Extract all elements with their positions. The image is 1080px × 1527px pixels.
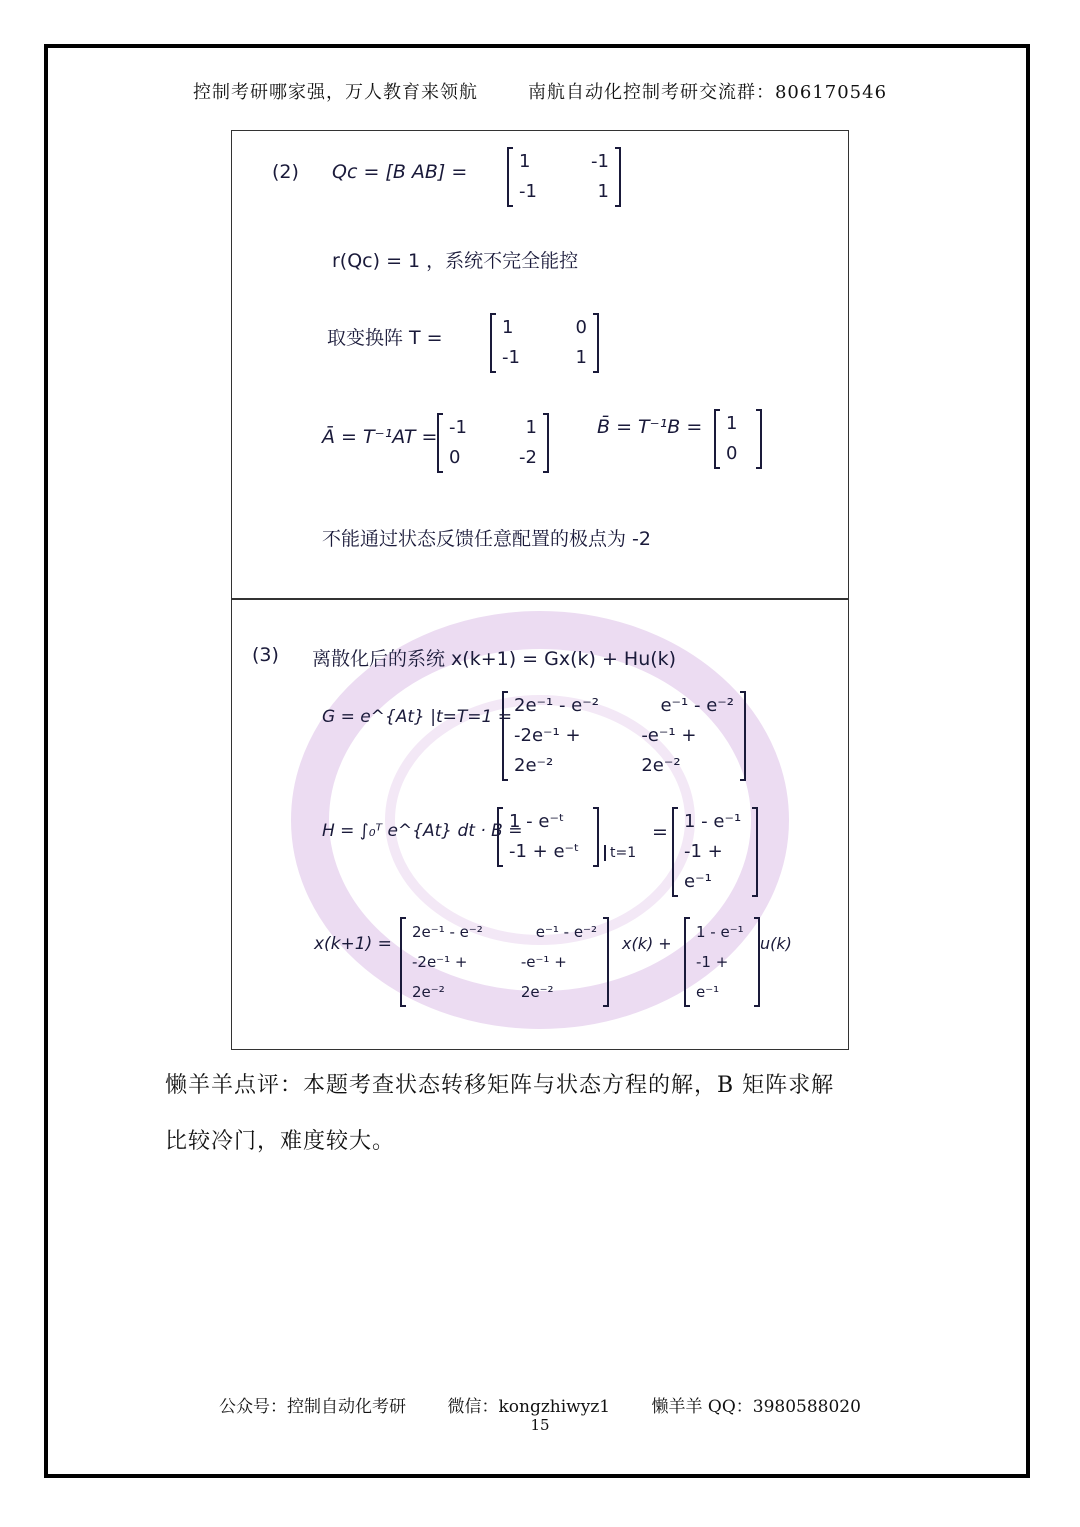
state-eq-xk: x(k) + [622, 934, 672, 953]
state-eq-h-matrix: 1 - e⁻¹ -1 + e⁻¹ [684, 917, 760, 1007]
part-label: (2) [272, 161, 299, 183]
g-label: G = e^{At} |t=T=1 = [322, 707, 512, 727]
part-label: (3) [252, 644, 279, 666]
header-slogan: 控制考研哪家强，万人教育来领航 [192, 82, 478, 103]
h-integral-matrix: 1 - e⁻ᵗ -1 + e⁻ᵗ [497, 807, 599, 867]
abar-label: Ā = T⁻¹AT = [322, 426, 438, 448]
header-group: 南航自动化控制考研交流群：806170546 [527, 82, 888, 103]
footer-qq: 懒羊羊 QQ：3980588020 [651, 1397, 861, 1417]
pole-conclusion: 不能通过状态反馈任意配置的极点为 -2 [322, 528, 651, 550]
footer-wechat: 微信：kongzhiwyz1 [447, 1397, 611, 1417]
handwritten-solution-part3 [231, 598, 849, 1050]
comment-line-1: 懒羊羊点评：本题考查状态转移矩阵与状态方程的解，B 矩阵求解 [165, 1073, 835, 1098]
page-footer [0, 1392, 1080, 1417]
rank-statement: r(Qc) = 1 ，系统不完全能控 [332, 250, 579, 272]
transform-label: 取变换阵 T = [327, 327, 443, 349]
h-label: H = ∫₀ᵀ e^{At} dt · B = [322, 821, 523, 841]
state-eq-g-matrix: 2e⁻¹ - e⁻² e⁻¹ - e⁻² -2e⁻¹ + 2e⁻² -e⁻¹ + 2e⁻² [400, 917, 609, 1007]
h-eval-point: t=1 [604, 845, 636, 861]
discrete-system-intro: 离散化后的系统 x(k+1) = Gx(k) + Hu(k) [312, 648, 677, 670]
h-matrix: 1 - e⁻¹ -1 + e⁻¹ [672, 807, 758, 897]
state-eq-uk: u(k) [760, 934, 792, 953]
page-header [0, 78, 1080, 104]
reviewer-comment [165, 1058, 925, 1170]
controllability-matrix: 1 -1 -1 1 [507, 147, 621, 207]
transform-matrix: 1 0 -1 1 [490, 313, 599, 373]
controllability-matrix-label: Qc = [B AB] = [332, 161, 468, 183]
comment-line-2: 比较冷门，难度较大。 [165, 1129, 396, 1154]
bbar-label: B̄ = T⁻¹B = [597, 416, 703, 438]
h-equals: = [652, 821, 668, 843]
footer-account: 公众号：控制自动化考研 [219, 1397, 407, 1417]
g-matrix: 2e⁻¹ - e⁻² e⁻¹ - e⁻² -2e⁻¹ + 2e⁻² -e⁻¹ + 2e⁻² [502, 691, 746, 781]
handwritten-solution-part2 [231, 130, 849, 600]
page-number: 15 [530, 1416, 550, 1434]
bbar-matrix: 1 0 [714, 409, 762, 469]
state-eq-label: x(k+1) = [314, 934, 392, 954]
abar-matrix: -1 1 0 -2 [437, 413, 549, 473]
